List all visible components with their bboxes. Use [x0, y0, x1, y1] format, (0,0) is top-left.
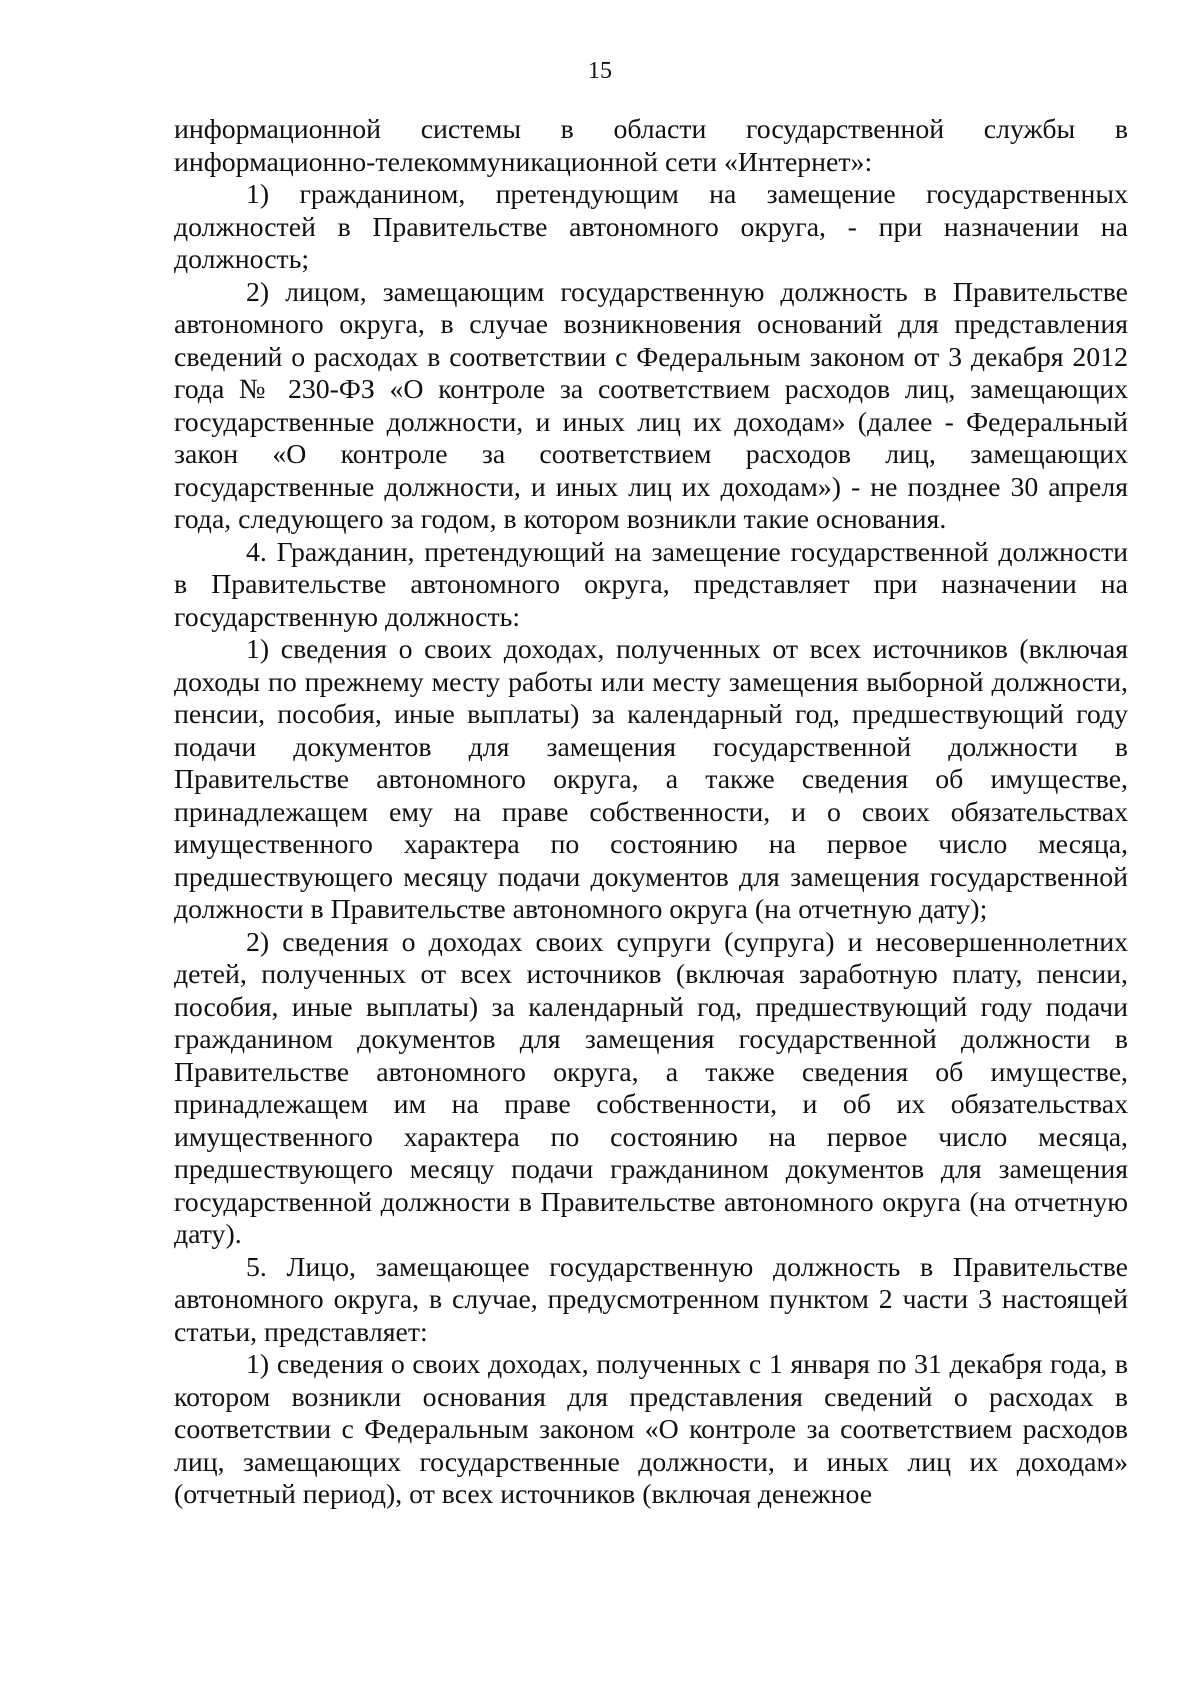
- paragraph-clause-5: 5. Лицо, замещающее государственную должность в Правительстве автономного округа, в случае, предусмотренном пунктом 2 части 3 настоящей статьи, представляет:: [174, 1251, 1128, 1348]
- paragraph-clause-5-item-1: 1) сведения о своих доходах, полученных с 1 января по 31 декабря года, в котором возникли основания для представления сведений о расходах в соответствии с Федеральным законом «О контроле за соответствием расходов лиц, замещающих государственные должности, и иных лиц их доходам» (отчетный период), от всех источников (включая денежное: [174, 1349, 1128, 1510]
- document-body: [174, 114, 1128, 1512]
- paragraph-continuation: информационной системы в области государственной службы в информационно-телекоммуникационной сети «Интернет»:: [174, 114, 1128, 178]
- paragraph-clause-4-item-1: 1) сведения о своих доходах, полученных от всех источников (включая доходы по прежнему месту работы или месту замещения выборной должности, пенсии, пособия, иные выплаты) за календарный год, предшествующий году подачи документов для замещения государственной должности в Правительстве автономного округа, а также сведения об имуществе, принадлежащем ему на праве собственности, и о своих обязательствах имущественного характера по состоянию на первое число месяца, предшествующего месяцу подачи документов для замещения государственной должности в Правительстве автономного округа (на отчетную дату);: [174, 634, 1128, 925]
- page-number: 15: [588, 58, 612, 84]
- paragraph-clause-4-item-2: 2) сведения о доходах своих супруги (супруга) и несовершеннолетних детей, полученных от всех источников (включая заработную плату, пенсии, пособия, иные выплаты) за календарный год, предшествующий году подачи гражданином документов для замещения государственной должности в Правительстве автономного округа, а также сведения об имуществе, принадлежащем им на праве собственности, и об их обязательствах имущественного характера по состоянию на первое число месяца, предшествующего месяцу подачи гражданином документов для замещения государственной должности в Правительстве автономного округа (на отчетную дату).: [174, 926, 1128, 1250]
- paragraph-item-2-official: 2) лицом, замещающим государственную должность в Правительстве автономного округа, в случае возникновения оснований для представления сведений о расходах в соответствии с Федеральным законом от 3 декабря 2012 года № 230-ФЗ «О контроле за соответствием расходов лиц, замещающих государственные должности, и иных лиц их доходам» (далее - Федеральный закон «О контроле за соответствием расходов лиц, замещающих государственные должности, и иных лиц их доходам») - не позднее 30 апреля года, следующего за годом, в котором возникли такие основания.: [174, 276, 1128, 535]
- paragraph-item-1-candidate: 1) гражданином, претендующим на замещение государственных должностей в Правительстве автономного округа, - при назначении на должность;: [174, 179, 1128, 275]
- paragraph-clause-4: 4. Гражданин, претендующий на замещение государственной должности в Правительстве автономного округа, представляет при назначении на государственную должность:: [174, 536, 1128, 633]
